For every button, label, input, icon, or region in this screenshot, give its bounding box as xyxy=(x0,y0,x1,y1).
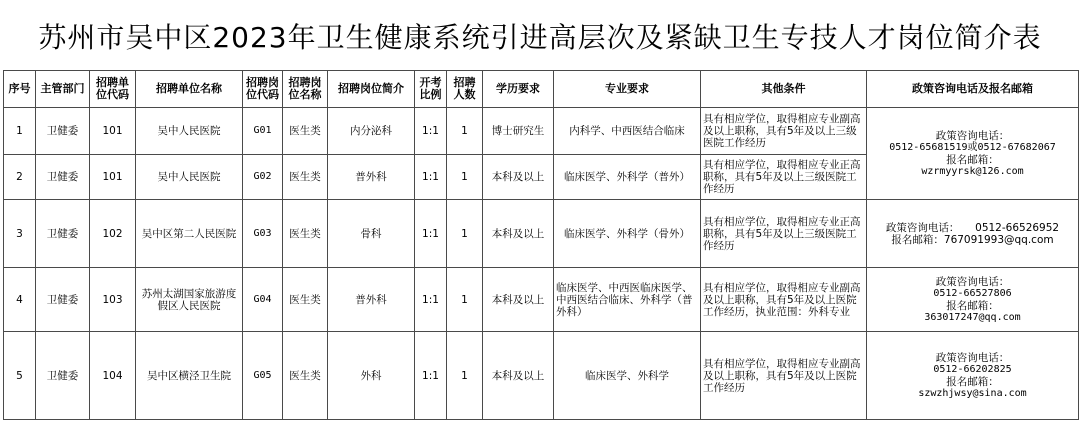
contact-email-label: 报名邮箱： xyxy=(946,299,999,312)
cell-post-intro: 外科 xyxy=(328,332,415,420)
header-unit-code: 招聘单位代码 xyxy=(90,71,136,108)
page-title: 苏州市吴中区2023年卫生健康系统引进高层次及紧缺卫生专技人才岗位简介表 xyxy=(38,21,1042,54)
header-post-name: 招聘岗位名称 xyxy=(283,71,328,108)
contact-email-label: 报名邮箱： xyxy=(946,153,999,166)
cell-post-name: 医生类 xyxy=(283,155,328,200)
header-unit-name: 招聘单位名称 xyxy=(136,71,243,108)
cell-major: 临床医学、外科学 xyxy=(554,332,701,420)
cell-count: 1 xyxy=(447,332,483,420)
cell-post-name: 医生类 xyxy=(283,268,328,332)
cell-major: 临床医学、中西医临床医学、中西医结合临床、外科学（普外科） xyxy=(554,268,701,332)
header-row xyxy=(4,71,1079,108)
header-post-code: 招聘岗位代码 xyxy=(243,71,283,108)
cell-ratio: 1:1 xyxy=(415,332,447,420)
cell-unit-name: 吴中人民医院 xyxy=(136,155,243,200)
contact-phone-label: 政策咨询电话： xyxy=(935,275,1010,288)
cell-other: 具有相应学位，取得相应专业副高及以上职称，具有5年及以上医院工作经历 xyxy=(701,332,867,420)
cell-post-code: G02 xyxy=(243,155,283,200)
cell-unit-code: 101 xyxy=(90,108,136,155)
header-count: 招聘人数 xyxy=(447,71,483,108)
cell-seq: 2 xyxy=(4,155,36,200)
header-seq: 序号 xyxy=(4,71,36,108)
cell-edu: 本科及以上 xyxy=(483,268,554,332)
cell-seq: 3 xyxy=(4,200,36,268)
cell-unit-code: 101 xyxy=(90,155,136,200)
cell-count: 1 xyxy=(447,200,483,268)
contact-phone-label: 政策咨询电话： xyxy=(935,351,1010,364)
cell-post-intro: 普外科 xyxy=(328,268,415,332)
header-major: 专业要求 xyxy=(554,71,701,108)
cell-contact xyxy=(867,332,1079,420)
cell-seq: 1 xyxy=(4,108,36,155)
contact-email: 363017247@qq.com xyxy=(924,311,1021,323)
cell-seq: 5 xyxy=(4,332,36,420)
cell-dept: 卫健委 xyxy=(36,200,90,268)
cell-ratio: 1:1 xyxy=(415,108,447,155)
cell-seq: 4 xyxy=(4,268,36,332)
cell-dept: 卫健委 xyxy=(36,155,90,200)
table-row xyxy=(4,108,1079,155)
cell-post-name: 医生类 xyxy=(283,332,328,420)
header-dept: 主管部门 xyxy=(36,71,90,108)
cell-post-intro: 骨科 xyxy=(328,200,415,268)
header-contact: 政策咨询电话及报名邮箱 xyxy=(867,71,1079,108)
table-row xyxy=(4,268,1079,332)
cell-ratio: 1:1 xyxy=(415,200,447,268)
cell-post-code: G01 xyxy=(243,108,283,155)
contact-phone-label: 政策咨询电话： xyxy=(935,129,1010,142)
contact-phone-line: 政策咨询电话： 0512-66526952 xyxy=(885,221,1060,234)
cell-edu: 本科及以上 xyxy=(483,200,554,268)
cell-unit-code: 104 xyxy=(90,332,136,420)
cell-post-intro: 普外科 xyxy=(328,155,415,200)
cell-post-name: 医生类 xyxy=(283,200,328,268)
cell-edu: 博士研究生 xyxy=(483,108,554,155)
header-other: 其他条件 xyxy=(701,71,867,108)
cell-other: 具有相应学位，取得相应专业副高及以上职称，具有5年及以上医院工作经历，执业范围：外科专业 xyxy=(701,268,867,332)
cell-major: 内科学、中西医结合临床 xyxy=(554,108,701,155)
cell-contact xyxy=(867,268,1079,332)
cell-post-code: G03 xyxy=(243,200,283,268)
cell-ratio: 1:1 xyxy=(415,268,447,332)
cell-contact-shared xyxy=(867,108,1079,200)
cell-dept: 卫健委 xyxy=(36,332,90,420)
header-post-intro: 招聘岗位简介 xyxy=(328,71,415,108)
table-row xyxy=(4,332,1079,420)
cell-post-code: G05 xyxy=(243,332,283,420)
cell-post-code: G04 xyxy=(243,268,283,332)
header-edu: 学历要求 xyxy=(483,71,554,108)
contact-email-label: 报名邮箱： xyxy=(946,375,999,388)
cell-unit-name: 苏州太湖国家旅游度假区人民医院 xyxy=(136,268,243,332)
contact-phone: 0512-66527806 xyxy=(933,287,1012,299)
cell-edu: 本科及以上 xyxy=(483,332,554,420)
cell-other: 具有相应学位，取得相应专业正高职称，具有5年及以上三级医院工作经历 xyxy=(701,200,867,268)
cell-unit-code: 102 xyxy=(90,200,136,268)
cell-ratio: 1:1 xyxy=(415,155,447,200)
cell-unit-name: 吴中人民医院 xyxy=(136,108,243,155)
cell-count: 1 xyxy=(447,108,483,155)
contact-email: szwzhjwsy@sina.com xyxy=(918,387,1027,399)
cell-contact xyxy=(867,200,1079,268)
cell-count: 1 xyxy=(447,155,483,200)
table-row xyxy=(4,200,1079,268)
contact-phone: 0512-66202825 xyxy=(933,363,1012,375)
contact-email-line: 报名邮箱：767091993@qq.com xyxy=(891,233,1054,246)
cell-post-intro: 内分泌科 xyxy=(328,108,415,155)
cell-count: 1 xyxy=(447,268,483,332)
cell-dept: 卫健委 xyxy=(36,108,90,155)
cell-unit-code: 103 xyxy=(90,268,136,332)
cell-post-name: 医生类 xyxy=(283,108,328,155)
cell-major: 临床医学、外科学（骨外） xyxy=(554,200,701,268)
header-ratio: 开考比例 xyxy=(415,71,447,108)
cell-major: 临床医学、外科学（普外） xyxy=(554,155,701,200)
cell-other: 具有相应学位，取得相应专业正高职称，具有5年及以上三级医院工作经历 xyxy=(701,155,867,200)
cell-dept: 卫健委 xyxy=(36,268,90,332)
cell-unit-name: 吴中区第二人民医院 xyxy=(136,200,243,268)
cell-other: 具有相应学位，取得相应专业副高及以上职称，具有5年及以上三级医院工作经历 xyxy=(701,108,867,155)
job-table xyxy=(3,70,1079,420)
cell-unit-name: 吴中区横泾卫生院 xyxy=(136,332,243,420)
cell-edu: 本科及以上 xyxy=(483,155,554,200)
contact-phone: 0512-65681519或0512-67682067 xyxy=(889,141,1056,153)
contact-email: wzrmyyrsk@126.com xyxy=(921,165,1024,177)
